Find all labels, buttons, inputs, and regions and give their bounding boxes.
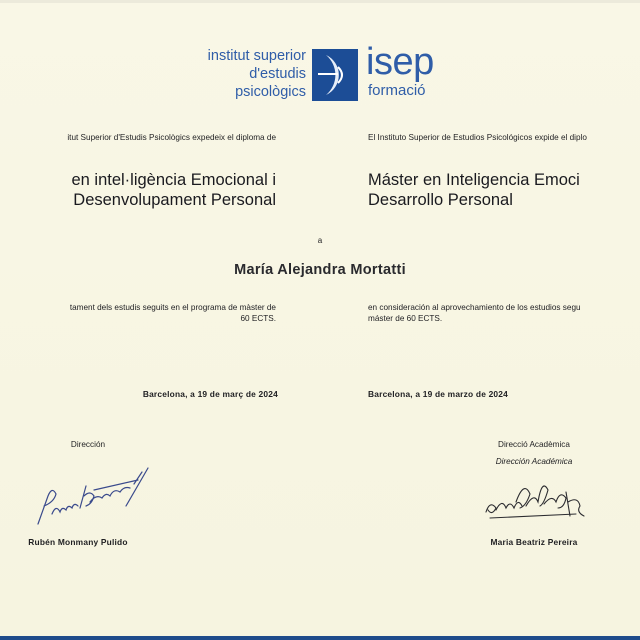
isep-logo-icon xyxy=(312,49,358,101)
top-edge xyxy=(0,0,640,3)
connector-text: a xyxy=(317,236,323,245)
degree-line-1: en intel·ligència Emocional i xyxy=(71,171,276,189)
consideration-line-2: máster de 60 ECTS. xyxy=(368,313,443,323)
signature-role-left: Dirección xyxy=(70,440,106,449)
signature-name-right: Maria Beatriz Pereira xyxy=(490,537,578,547)
institution-name xyxy=(76,47,306,101)
signature-right-icon xyxy=(480,472,590,533)
brand-name: isep xyxy=(366,41,434,83)
signature-name-left: Rubén Monmany Pulido xyxy=(28,537,128,547)
degree-title-spanish xyxy=(368,170,640,210)
intro-spanish: El Instituto Superior de Estudios Psicológicos expide el diplo xyxy=(368,133,587,142)
consideration-spanish xyxy=(368,303,640,324)
consideration-line-2: 60 ECTS. xyxy=(240,313,276,323)
institution-line-1: institut superior xyxy=(207,48,306,64)
signature-role-right-spanish: Dirección Académica xyxy=(495,457,573,466)
date-spanish: Barcelona, a 19 de marzo de 2024 xyxy=(368,389,509,399)
bottom-rule xyxy=(0,636,640,640)
intro-catalan: itut Superior d'Estudis Psicològics expedeix el diploma de xyxy=(67,133,276,142)
signature-role-right-catalan: Direcció Acadèmica xyxy=(498,440,570,449)
consideration-line-1: en consideración al aprovechamiento de los estudios segu xyxy=(368,303,581,312)
date-catalan: Barcelona, a 19 de març de 2024 xyxy=(142,389,278,399)
institution-line-2: d'estudis xyxy=(249,66,306,82)
degree-line-2: Desarrollo Personal xyxy=(368,191,513,209)
signature-left-icon xyxy=(30,466,154,533)
degree-line-1: Máster en Inteligencia Emoci xyxy=(368,171,580,189)
recipient-name: María Alejandra Mortatti xyxy=(234,262,406,278)
degree-line-2: Desenvolupament Personal xyxy=(73,191,276,209)
consideration-line-1: tament dels estudis seguits en el programa de màster de xyxy=(69,303,276,312)
degree-title-catalan xyxy=(0,170,276,210)
consideration-catalan xyxy=(0,303,276,324)
brand-subtitle: formació xyxy=(368,82,426,99)
institution-line-3: psicològics xyxy=(235,84,306,100)
